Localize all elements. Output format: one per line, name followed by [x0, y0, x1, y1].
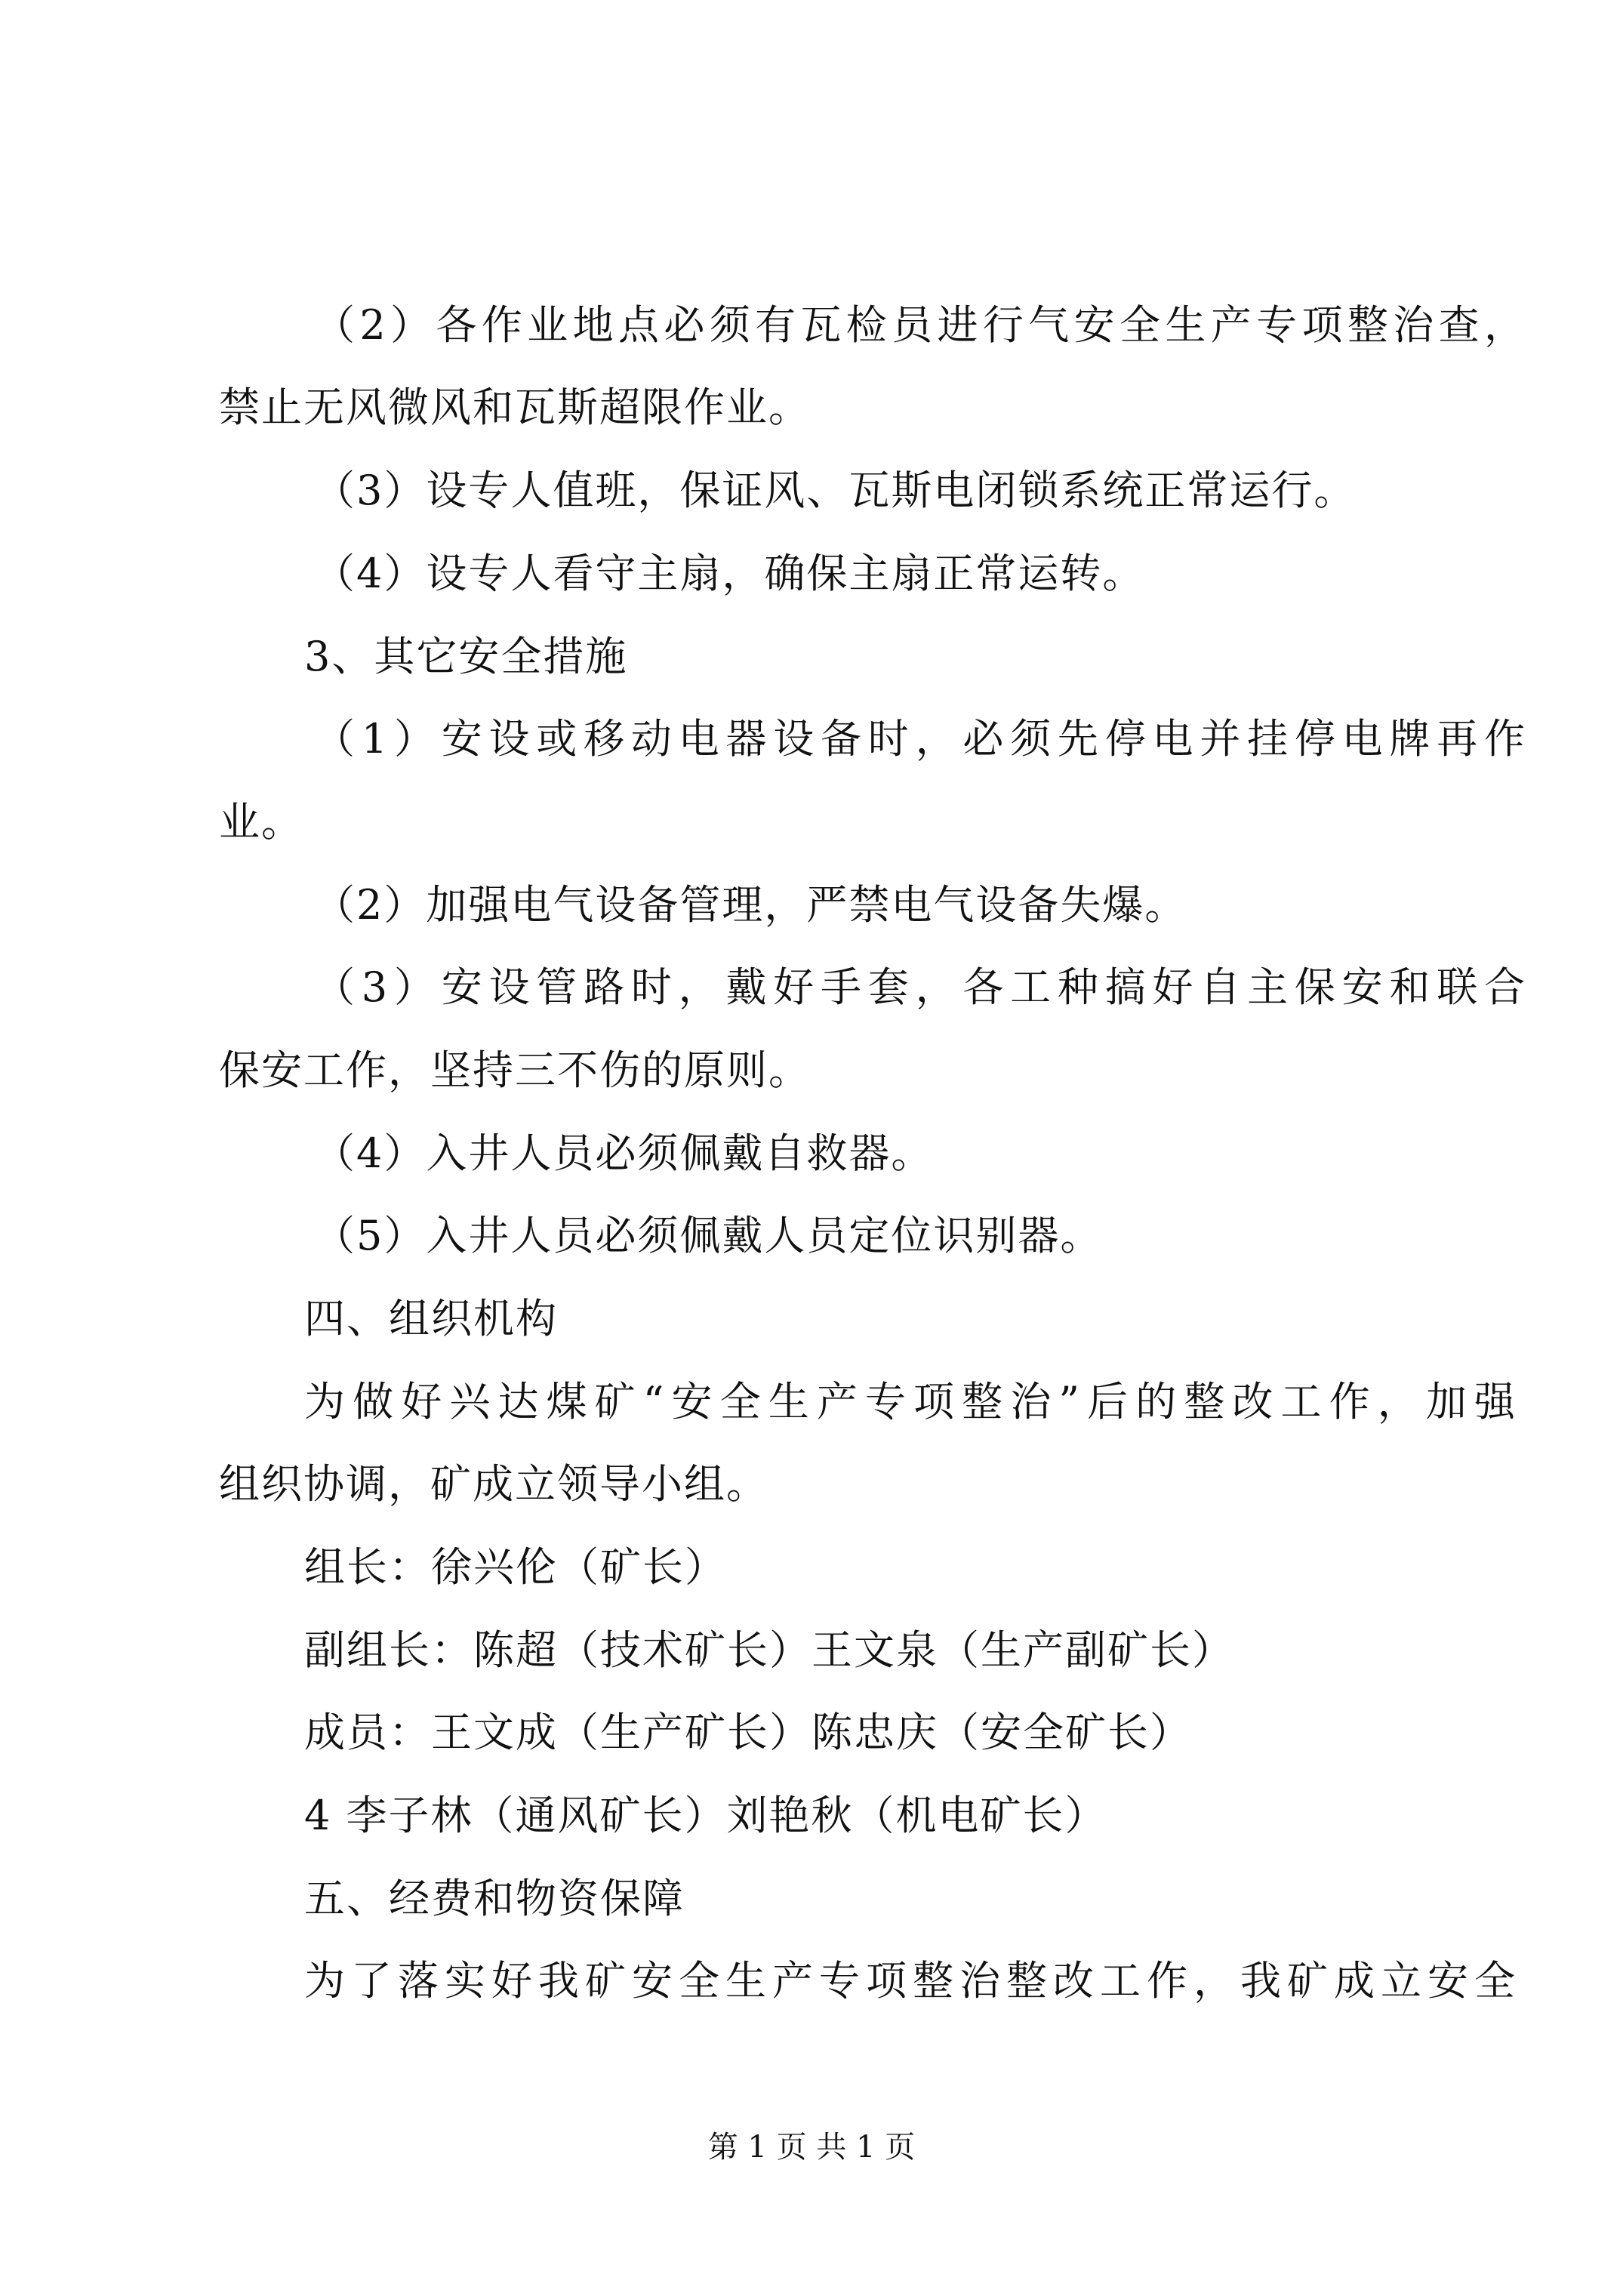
body-line: 成员：王文成（生产矿长）陈忠庆（安全矿长） — [304, 1709, 1192, 1756]
body-line: （3）设专人值班，保证风、瓦斯电闭锁系统正常运行。 — [314, 467, 1357, 514]
section-heading: 四、组织机构 — [304, 1295, 558, 1342]
section-heading: 五、经费和物资保障 — [304, 1875, 685, 1922]
body-line: 为了落实好我矿安全生产专项整治整改工作，我矿成立安全 — [304, 1957, 1517, 2005]
body-line: 组织协调，矿成立领导小组。 — [219, 1460, 768, 1508]
body-line: （1）安设或移动电器设备时，必须先停电并挂停电牌再作 — [314, 715, 1526, 763]
body-line: 4 李子林（通风矿长）刘艳秋（机电矿长） — [304, 1792, 1107, 1839]
body-line: 副组长：陈超（技术矿长）王文泉（生产副矿长） — [304, 1626, 1234, 1674]
body-line: （4）入井人员必须佩戴自救器。 — [314, 1130, 934, 1177]
body-line: 禁止无风微风和瓦斯超限作业。 — [219, 384, 811, 431]
page-number-footer: 第 1 页 共 1 页 — [707, 2130, 916, 2165]
body-line: 组长：徐兴伦（矿长） — [304, 1543, 727, 1591]
body-line: （5）入井人员必须佩戴人员定位识别器。 — [314, 1212, 1103, 1259]
body-line: （2）各作业地点必须有瓦检员进行气安全生产专项整治查， — [314, 301, 1526, 349]
body-line: （2）加强电气设备管理，严禁电气设备失爆。 — [314, 881, 1187, 929]
section-heading: 3、其它安全措施 — [304, 633, 628, 680]
body-line: （3）安设管路时，戴好手套，各工种搞好自主保安和联合 — [314, 963, 1526, 1011]
body-line: 业。 — [219, 798, 303, 846]
body-line: 为做好兴达煤矿“安全生产专项整治”后的整改工作，加强 — [304, 1378, 1517, 1425]
body-line: 保安工作，坚持三不伤的原则。 — [219, 1046, 811, 1094]
body-line: （4）设专人看守主扇，确保主扇正常运转。 — [314, 550, 1145, 597]
